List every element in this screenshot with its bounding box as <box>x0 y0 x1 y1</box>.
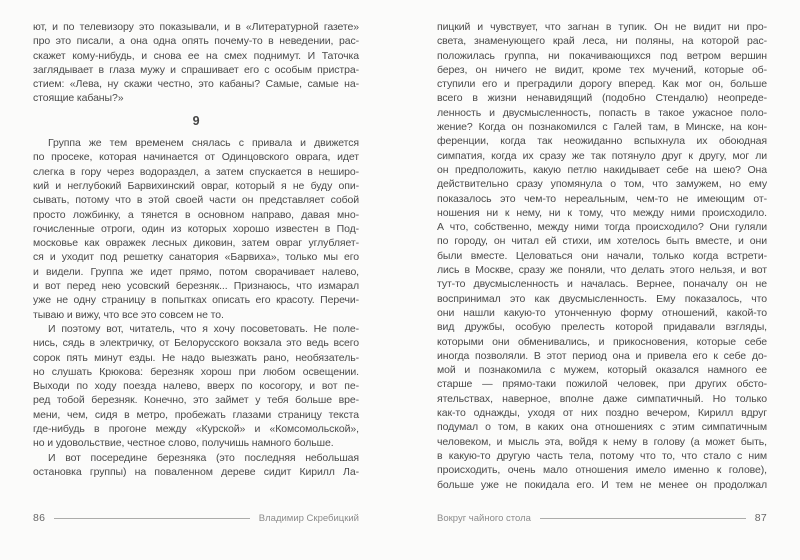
text-line: старше — прямо-таки пожилой человек, при других обсто- <box>437 378 767 391</box>
text-line: ятельствах, наверное, вполне даже симпатичный. Но только <box>437 392 767 405</box>
text-line: и видели. Группа же идет прямо, потом сворачивает налево, <box>33 265 359 278</box>
text-line: берез, он ничего не видит, кроме тех мучений, которые об- <box>437 63 767 76</box>
text-line: ся и уходит под решетку санатория «Барвиха», только мы его <box>33 251 359 264</box>
text-line: кий и неглубокий Барвихинский овраг, который я не буду опи- <box>33 179 359 192</box>
text-line: вид дружбы, особую прелесть которой придавали взгляды, <box>437 321 767 334</box>
page-left-footer <box>33 512 359 524</box>
text-line: мени, чем, сидя в метро, пробежать глазами страницу текста <box>33 408 359 421</box>
text-line: про это писали, а она одна опять почему-то в неведении, рас- <box>33 35 359 48</box>
text-line: ференции, когда так неожиданно вспыхнула их обоюдная <box>437 135 767 148</box>
text-line: пицкий и чувствует, что загнан в тупик. Он не видит ни про- <box>437 21 767 33</box>
text-line: И поэтому вот, читатель, что я хочу посоветовать. Не поле- <box>48 322 359 335</box>
text-line: сывать, потому что в этой своей части он представляет собой <box>33 194 359 207</box>
text-line: Выходи по ходу поезда налево, вверх по косогору, и вот пе- <box>33 380 359 393</box>
text-line: сорок пять минут езды. Не надо выезжать рано, необязатель- <box>33 351 359 364</box>
text-line: показалось это чем-то нереальным, чем-то не имеющим от- <box>437 192 767 205</box>
paragraph <box>33 136 359 322</box>
text-line: гочисленные отроги, один из которых хорошо известен в Под- <box>33 222 359 235</box>
text-line: света, знаменующего край леса, ни поляны, на которой рас- <box>437 35 767 48</box>
text-line: всего в жизни ненавидящий (подобно Стендалю) неопреде- <box>437 92 767 105</box>
text-line: где-нибудь в прогоне между «Курской» и «Комсомольской», <box>33 423 359 436</box>
text-line: стоящие кабаны?» <box>33 92 124 105</box>
paragraph <box>33 451 359 480</box>
running-title-author: Владимир Скребицкий <box>258 512 359 524</box>
text-line: московье как овражек лесных диковин, затем овраг углубляет- <box>33 237 359 250</box>
text-line: ленность и двусмысленность, попасть в такое ужасное поло- <box>437 106 767 119</box>
page-number-left: 86 <box>33 512 46 524</box>
text-line: симпатия, когда их сразу же так потянуло друг к другу, мог ли <box>437 149 767 162</box>
text-line: но слушать Крюкова: березняк хорош при любом освещении. <box>33 365 359 378</box>
text-line: воспринимал это как двусмысленность. Ему показалось, что <box>437 292 767 305</box>
text-line: человеком, и мысль эта, войдя к нему в голову (а может быть, <box>437 435 767 448</box>
running-title-book: Вокруг чайного стола <box>437 512 531 524</box>
text-line: но и удовольствие, честное слово, получишь намного больше. <box>33 437 334 450</box>
section-number-heading: 9 <box>192 113 200 128</box>
text-line: больше уже не покидала его. И тем не менее он продолжал <box>437 478 767 491</box>
text-line: слегка в гору через водораздел, а затем спускается в неширо- <box>33 165 359 178</box>
page-left-text-column <box>33 20 359 479</box>
text-line: ношения ни к нему, ни к тому, что между ними происходило. <box>437 206 767 219</box>
text-line: как-то однажды, уходя от них поздно вечером, Кирилл вдруг <box>437 407 767 420</box>
text-line: тываю и вижу, что все это совсем не то. <box>33 308 224 321</box>
text-line: стием: «Лева, ну скажи честно, это кабаны? Самые, самые на- <box>33 78 359 91</box>
text-line: уже не одну страницу в попытках описать его красоту. Перечи- <box>33 294 359 307</box>
footer-rule <box>540 518 746 519</box>
text-line: лись в Москве, сразу же поняли, что делать этого нельзя, и вот <box>437 264 767 277</box>
paragraph <box>33 322 359 451</box>
paragraph <box>437 20 767 492</box>
paragraph <box>33 20 359 106</box>
text-line: остановка группы) на поваленном дереве сидит Кирилл Ла- <box>33 465 359 478</box>
text-line: действительно сразу упомянула о том, что замужем, но ему <box>437 178 767 191</box>
text-line: по просеке, которая начинается от Одинцовского оврага, идет <box>33 151 359 164</box>
text-line: иногда позволяли. В этот период она и привела его к себе до- <box>437 349 767 362</box>
text-line: которыми они обменивались, и прикосновения, которые себе <box>437 335 767 348</box>
text-line: подумал о том, в каких она отношениях с этим симпатичным <box>437 421 767 434</box>
text-line: нись, сядь в электричку, от Белорусского вокзала это ведь всего <box>33 337 359 350</box>
text-line: и вот перед нею усовский березняк... Признаюсь, что измарал <box>33 280 359 293</box>
text-line: жение? Когда он познакомился с Галей там, в Минске, на кон- <box>437 121 767 134</box>
text-line: по городу, он читал ей стихи, им хотелось быть вместе, и они <box>437 235 767 248</box>
text-line: происходить, очень мало отношения имело именно к голове), <box>437 464 767 477</box>
text-line: А что, собственно, между ними тогда происходило? Они гуляли <box>437 221 767 234</box>
text-line: ред тобой березняк. Конечно, это займет у тебя больше вре- <box>33 394 359 407</box>
text-line: в какую-то другую часть тела, потому что то, что стало с ним <box>437 449 767 462</box>
text-line: скажет кому-нибудь, и снова ее на смех поднимут. И Таточка <box>33 49 359 62</box>
footer-rule <box>54 518 250 519</box>
page-right-text-column <box>437 20 767 492</box>
text-line: И вот посередине березняка (это последняя небольшая <box>48 451 359 464</box>
text-line: просто ложбинку, а тянется в основном направо, давая мно- <box>33 208 359 221</box>
page-right-footer <box>437 512 767 524</box>
text-line: ступили его и преградили дорогу вперед. Как мог он, больше <box>437 78 767 91</box>
text-line: заглядывает в глаза мужу и спрашивает его с особым пристра- <box>33 63 359 76</box>
text-line: были вместе. Целоваться они начали, только когда встрети- <box>437 249 767 262</box>
text-line: они нашли какую-то утонченную форму отношений, какой-то <box>437 306 767 319</box>
page-number-right: 87 <box>754 512 767 524</box>
text-line: ют, и по телевизору это показывали, и в «Литературной газете» <box>33 21 359 33</box>
text-line: положилась группа, ни покачивающихся под ветром вершин <box>437 49 767 62</box>
text-line: Группа же тем временем снялась с привала и движется <box>48 137 359 150</box>
text-line: он предположить, какую петлю накидывает себе на шею? Она <box>437 163 767 176</box>
text-line: тут-то двусмысленность и началась. Вернее, поначалу он не <box>437 278 767 291</box>
text-line: мой и познакомила с мужем, который оказался намного ее <box>437 364 767 377</box>
